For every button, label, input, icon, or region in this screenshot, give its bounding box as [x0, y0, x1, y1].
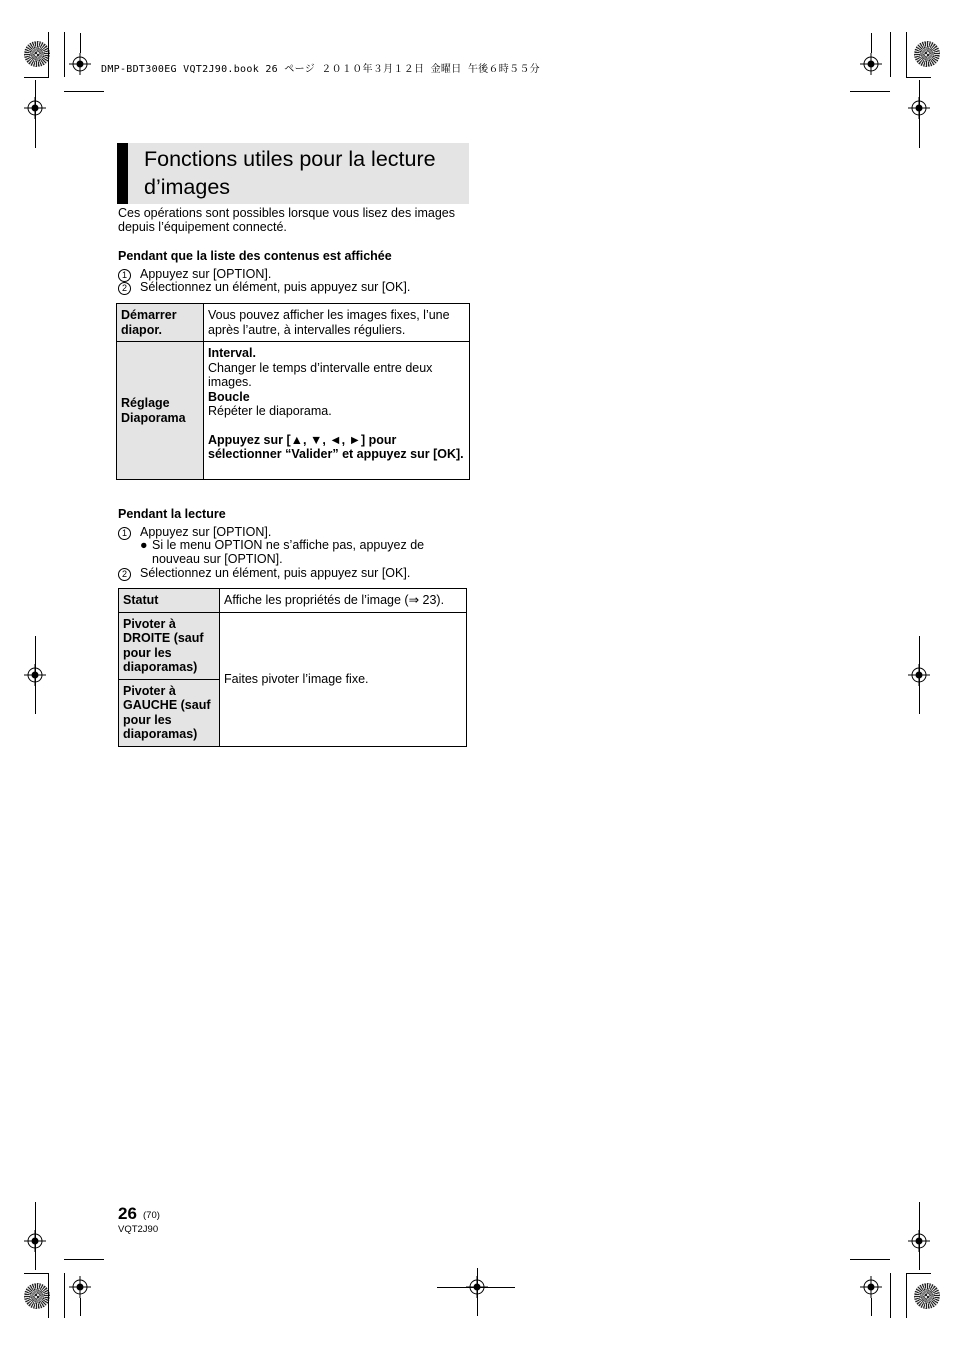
step-number-1: 1	[118, 527, 131, 540]
section-title-box	[117, 143, 469, 204]
interval-title: Interval.	[208, 346, 256, 360]
start-slideshow-desc: Vous pouvez afficher les images fixes, l’une après l’autre, à intervalles réguliers.	[208, 308, 450, 337]
registration-wheel-icon	[914, 1283, 940, 1309]
registration-crosshair-icon	[69, 1276, 91, 1298]
page-number-sub: (70)	[143, 1210, 160, 1221]
playback-options-table	[118, 588, 467, 747]
step-number-2: 2	[118, 568, 131, 581]
table-row	[119, 589, 467, 613]
playback-step-2: 2 Sélectionnez un élément, puis appuyez sur [OK].	[118, 566, 410, 581]
slideshow-settings-label: Réglage Diaporama	[121, 396, 186, 425]
step-number-2: 2	[118, 282, 131, 295]
start-slideshow-label: Démarrer diapor.	[121, 308, 177, 337]
slideshow-settings-desc	[204, 342, 469, 466]
rotate-left-label: Pivoter à GAUCHE (sauf pour les diaporamas)	[123, 683, 211, 741]
playback-section-heading: Pendant la lecture	[118, 507, 226, 521]
rotate-right-label: Pivoter à DROITE (sauf pour les diaporamas)	[123, 616, 204, 674]
status-label: Statut	[123, 593, 159, 607]
navigation-instruction: Appuyez sur [▲, ▼, ◄, ►] pour sélectionner “Valider” et appuyez sur [OK].	[208, 432, 464, 461]
registration-crosshair-icon	[69, 53, 91, 75]
rotate-desc: Faites pivoter l’image fixe.	[224, 671, 369, 686]
title-accent-bar	[117, 143, 128, 204]
slideshow-options-table	[116, 303, 470, 480]
table-row	[117, 304, 470, 342]
model-code: VQT2J90	[118, 1224, 159, 1235]
list-section-heading: Pendant que la liste des contenus est affichée	[118, 249, 392, 263]
loop-title: Boucle	[208, 389, 250, 404]
bullet-icon: ●	[140, 538, 148, 552]
list-step-2: 2 Sélectionnez un élément, puis appuyez sur [OK].	[118, 280, 410, 295]
registration-wheel-icon	[24, 41, 50, 67]
list-step-1: 1 Appuyez sur [OPTION].	[118, 267, 271, 282]
intro-text: Ces opérations sont possibles lorsque vous lisez des images depuis l’équipement connecté.	[118, 206, 455, 234]
registration-wheel-icon	[914, 41, 940, 67]
registration-crosshair-icon	[860, 53, 882, 75]
interval-text: Changer le temps d’intervalle entre deux images.	[208, 360, 433, 389]
page-number: 26	[118, 1204, 137, 1223]
status-desc: Affiche les propriétés de l’image (⇒ 23).	[224, 593, 445, 607]
print-header-info: DMP-BDT300EG VQT2J90.book 26 ページ ２０１０年３月１２日 金曜日 午後６時５５分	[101, 64, 540, 75]
playback-step-1-note: ● Si le menu OPTION ne s’affiche pas, appuyez de nouveau sur [OPTION].	[140, 538, 425, 566]
table-row	[119, 612, 467, 679]
table-row	[117, 342, 470, 480]
registration-wheel-icon	[24, 1283, 50, 1309]
registration-crosshair-icon	[860, 1276, 882, 1298]
playback-step-1: 1 Appuyez sur [OPTION].	[118, 525, 271, 540]
step-number-1: 1	[118, 269, 131, 282]
section-title: Fonctions utiles pour la lecture d’images	[144, 147, 436, 199]
loop-text: Répéter le diaporama.	[208, 404, 332, 418]
